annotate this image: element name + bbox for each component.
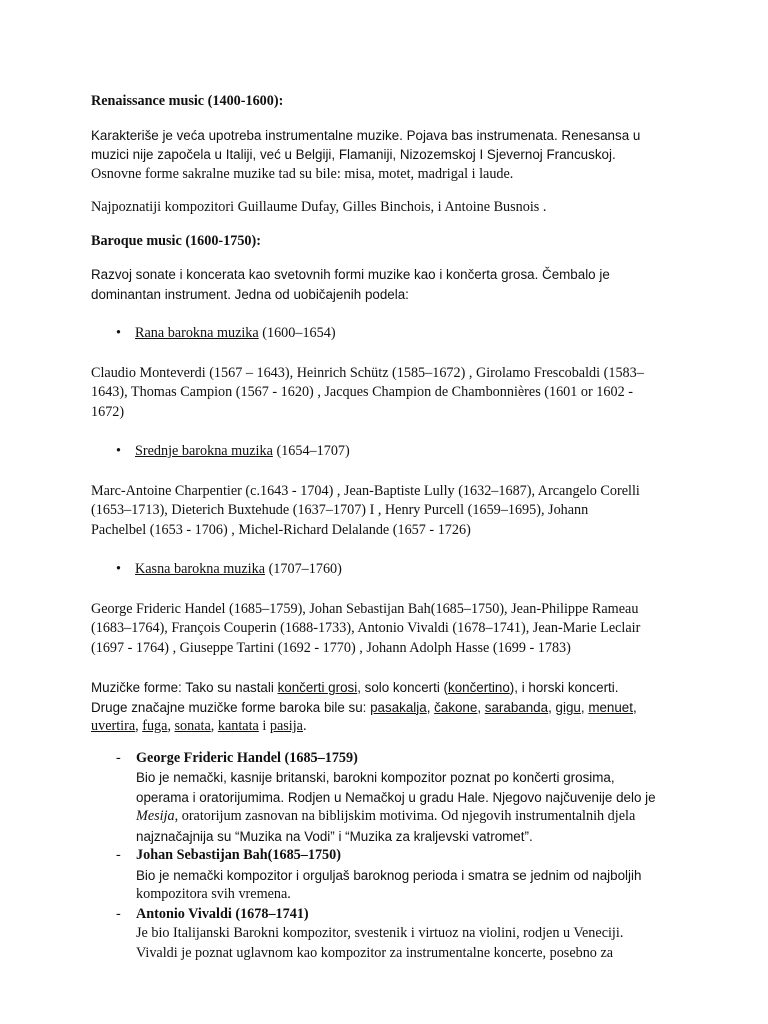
text-line: Marc-Antoine Charpentier (c.1643 - 1704) , Jean-Baptiste Lully (1632–1687), Arcangelo Corelli xyxy=(91,482,640,499)
separator: , xyxy=(210,718,218,734)
baroque-paragraph-1 xyxy=(91,265,691,304)
separator: , xyxy=(426,699,435,715)
baroque-heading: Baroque music (1600-1750): xyxy=(91,232,261,249)
text-span: . xyxy=(302,718,307,734)
dash-marker: - xyxy=(116,847,121,863)
period-bullet-late xyxy=(91,560,691,580)
text-line: (1653–1713), Dieterich Buxtehude (1637–1707) I , Henry Purcell (1659–1695), Johann xyxy=(91,502,589,518)
separator: , xyxy=(580,699,589,715)
composers-early xyxy=(91,364,691,423)
bullet-icon: • xyxy=(116,443,121,459)
period-link-middle[interactable]: Srednje barokna muzika xyxy=(135,443,273,459)
composer-list xyxy=(91,749,691,964)
text-line: Vivaldi je poznat uglavnom kao kompozitor za instrumentalne koncerte, posebno za xyxy=(136,944,614,961)
composer-name: George Frideric Handel (1685–1759) xyxy=(136,749,358,766)
renaissance-heading: Renaissance music (1400-1600): xyxy=(91,93,284,109)
text-span: , oratorijum zasnovan na biblijskim motivima. Od njegovih instrumentalnih djela xyxy=(174,808,636,824)
text-span: , solo koncerti ( xyxy=(357,680,448,695)
period-range: (1707–1760) xyxy=(265,561,342,577)
composer-name: Johan Sebastijan Bah(1685–1750) xyxy=(136,847,341,863)
renaissance-paragraph-1 xyxy=(91,126,691,165)
text-line: operama i oratorijumima. Rodjen u Nemačkoj u gradu Hale. Njegovo najčuvenije delo je xyxy=(136,789,656,805)
text-line: dominantan instrument. Jedna od uobičajenih podela: xyxy=(91,286,409,302)
period-range: (1654–1707) xyxy=(272,443,350,459)
text-span: i xyxy=(258,718,270,734)
text-span: ), i horski koncerti. xyxy=(509,680,619,695)
text-line: muzici nije započela u Italiji, već u Belgiji, Flamaniji, Nizozemskoj I Sjevernoj Francuskoj. xyxy=(91,147,616,162)
dash-marker: - xyxy=(116,749,121,766)
link-menuet[interactable]: menuet xyxy=(588,699,633,715)
separator: , xyxy=(548,699,556,715)
text-line: (1683–1764), François Couperin (1688-1733), Antonio Vivaldi (1678–1741), Jean-Marie Leclair xyxy=(91,620,641,636)
period-bullet-early xyxy=(91,324,691,344)
text-span: Druge značajne muzičke forme baroka bile su: xyxy=(91,699,371,715)
composer-item-vivaldi xyxy=(91,905,691,964)
link-pasija[interactable]: pasija xyxy=(269,718,303,734)
text-line: 1643), Thomas Campion (1567 - 1620) , Jacques Champion de Chambonnières (1601 or 1602 - xyxy=(91,384,633,400)
text-line: Karakteriše je veća upotreba instrumentalne muzike. Pojava bas instrumenata. Renesansa u xyxy=(91,127,641,143)
link-gigu[interactable]: gigu xyxy=(555,699,581,715)
text-line: kompozitora svih vremena. xyxy=(136,886,291,902)
link-uvertira[interactable]: uvertira xyxy=(91,718,136,734)
link-sarabanda[interactable]: sarabanda xyxy=(484,699,549,715)
forms-paragraph xyxy=(91,678,691,737)
period-range: (1600–1654) xyxy=(258,325,336,341)
period-bullet-middle xyxy=(91,442,691,462)
text-line: 1672) xyxy=(91,403,125,420)
text-span: Muzičke forme: Tako su nastali xyxy=(91,680,278,695)
text-line xyxy=(91,678,691,698)
separator: , xyxy=(632,699,637,715)
dash-marker: - xyxy=(116,905,121,922)
text-line: (1697 - 1764) , Giuseppe Tartini (1692 - 1770) , Johann Adolph Hasse (1699 - 1783) xyxy=(91,639,571,656)
period-link-early[interactable]: Rana barokna muzika xyxy=(135,325,259,341)
period-link-late[interactable]: Kasna barokna muzika xyxy=(135,561,266,577)
separator: , xyxy=(135,718,143,734)
composer-item-bach xyxy=(91,846,691,905)
composers-late xyxy=(91,600,691,659)
composers-middle xyxy=(91,482,691,541)
bullet-icon: • xyxy=(116,561,121,577)
renaissance-paragraph-2: Najpoznatiji kompozitori Guillaume Dufay, Gilles Binchois, i Antoine Busnois . xyxy=(91,199,547,215)
bullet-icon: • xyxy=(116,325,121,341)
link-sonata[interactable]: sonata xyxy=(174,718,211,734)
text-line: najznačajnija su “Muzika na Vodi” i “Muzika za kraljevski vatromet”. xyxy=(136,828,533,844)
text-line: George Frideric Handel (1685–1759), Johan Sebastijan Bah(1685–1750), Jean-Philippe Rameau xyxy=(91,600,639,617)
text-line xyxy=(136,807,691,827)
link-cakone[interactable]: čakone xyxy=(434,699,478,715)
link-koncertino[interactable]: končertino xyxy=(448,680,510,695)
separator: , xyxy=(477,699,485,715)
italic-title: Mesija xyxy=(136,808,175,824)
text-line: Bio je nemački, kasnije britanski, barokni kompozitor poznat po končerti grosima, xyxy=(136,770,615,785)
text-line: Osnovne forme sakralne muzike tad su bile: misa, motet, madrigal i laude. xyxy=(91,165,514,182)
composer-name: Antonio Vivaldi (1678–1741) xyxy=(136,905,309,922)
link-pasakalja[interactable]: pasakalja xyxy=(370,699,427,715)
composer-item-handel xyxy=(91,749,691,847)
text-line xyxy=(91,698,691,718)
text-line: Pachelbel (1653 - 1706) , Michel-Richard Delalande (1657 - 1726) xyxy=(91,521,471,538)
link-kantata[interactable]: kantata xyxy=(217,718,259,734)
text-line xyxy=(91,717,691,737)
separator: , xyxy=(167,718,175,734)
link-fuga[interactable]: fuga xyxy=(142,718,168,734)
text-line: Razvoj sonate i koncerata kao svetovnih formi muzike kao i končerta grosa. Čembalo je xyxy=(91,267,610,282)
document-page xyxy=(91,92,691,963)
text-line: Claudio Monteverdi (1567 – 1643), Heinrich Schütz (1585–1672) , Girolamo Frescobaldi (1583– xyxy=(91,364,644,381)
link-koncerti-grosi[interactable]: končerti grosi xyxy=(277,680,358,695)
text-line: Bio je nemački kompozitor i orguljaš baroknog perioda i smatra se jednim od najboljih xyxy=(136,867,642,883)
text-line: Je bio Italijanski Barokni kompozitor, svestenik i virtuoz na violini, rodjen u Veneciji. xyxy=(136,925,624,941)
